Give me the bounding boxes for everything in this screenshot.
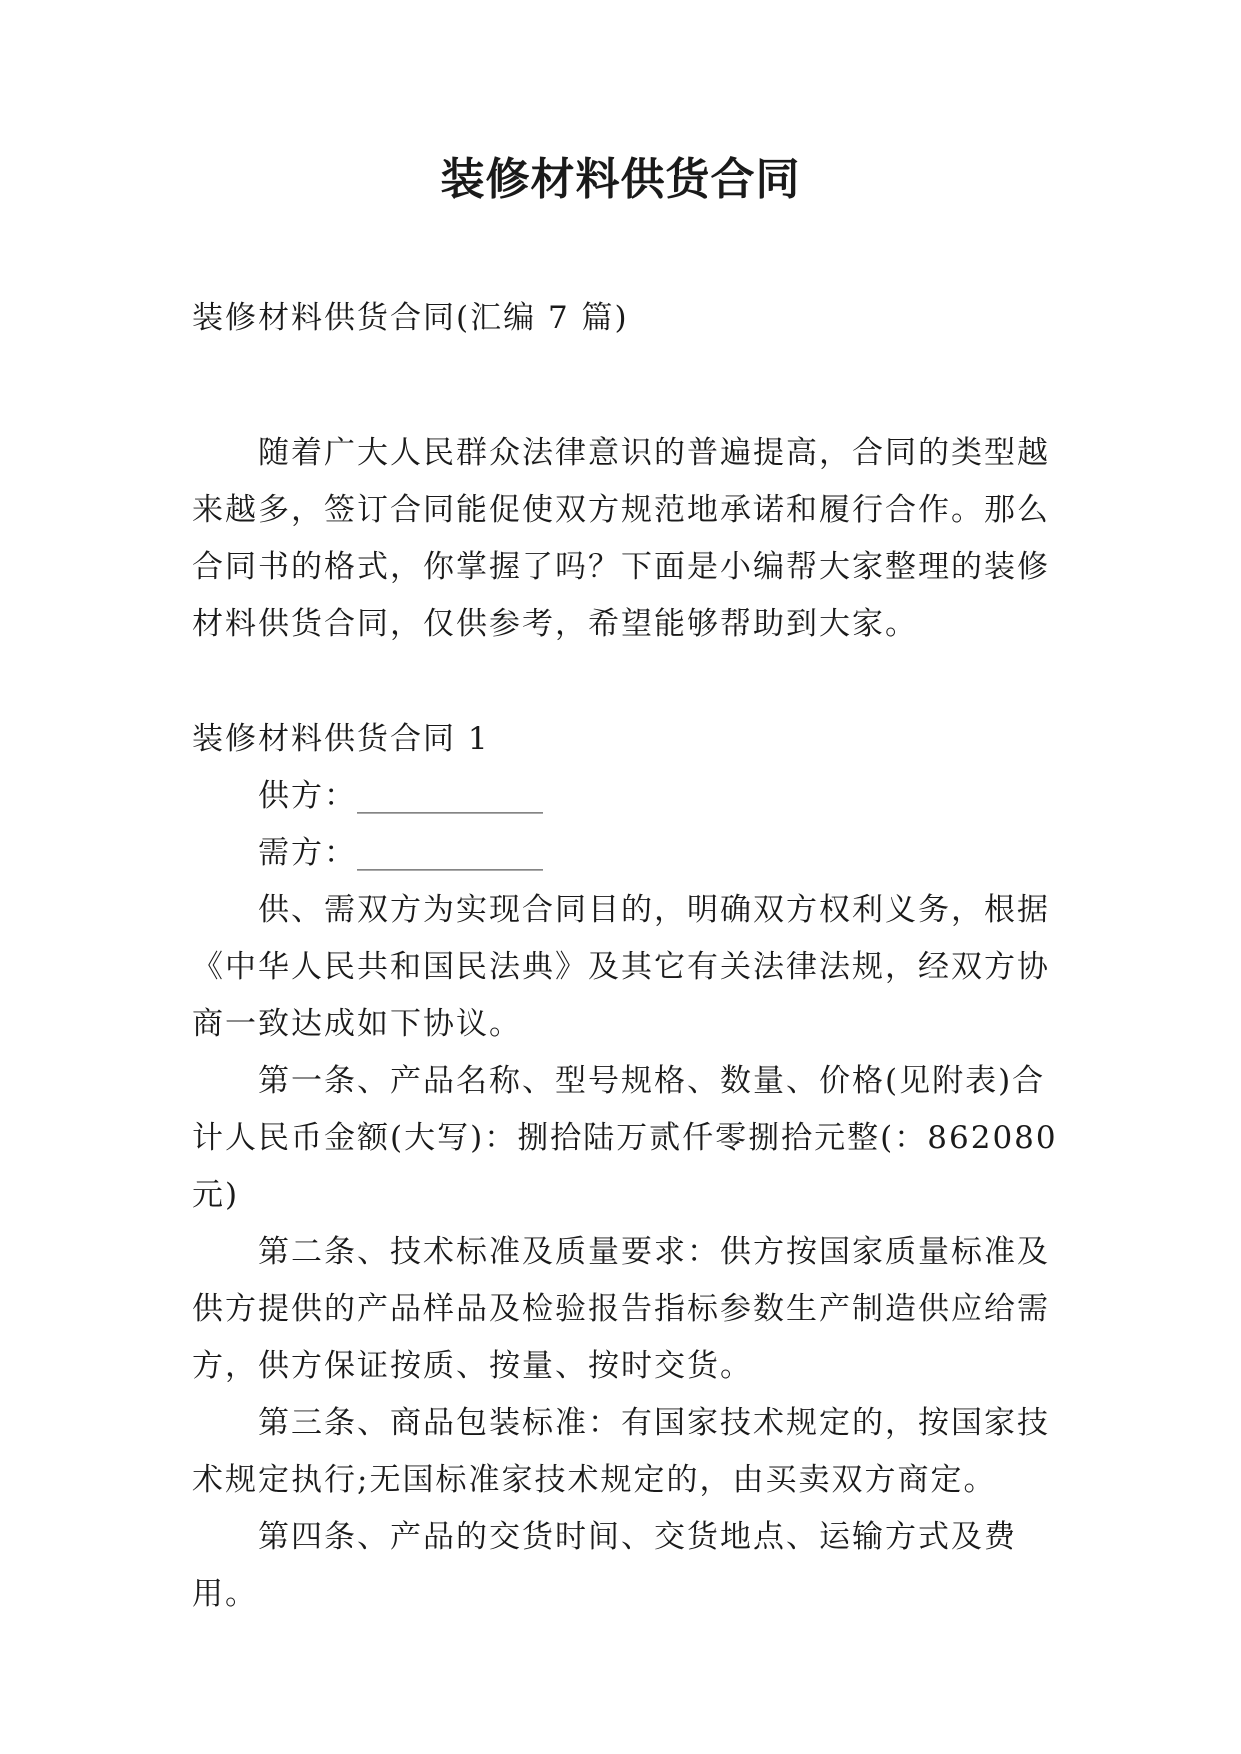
intro-paragraph: 随着广大人民群众法律意识的普遍提高，合同的类型越来越多，签订合同能促使双方规范地承诺和履行合作。那么合同书的格式，你掌握了吗？下面是小编帮大家整理的装修材料供货合同，仅供参考，希望能够帮助到大家。 xyxy=(192,435,1050,642)
buyer-label: 需方： xyxy=(258,835,357,871)
article-2-paragraph: 第二条、技术标准及质量要求：供方按国家质量标准及供方提供的产品样品及检验报告指标参数生产制造供应给需方，供方保证按质、按量、按时交货。 xyxy=(192,1234,1050,1384)
article-4-paragraph: 第四条、产品的交货时间、交货地点、运输方式及费用。 xyxy=(192,1519,1017,1612)
buyer-field xyxy=(192,825,1062,882)
agreement-paragraph: 供、需双方为实现合同目的，明确双方权利义务，根据《中华人民共和国民法典》及其它有关法律法规，经双方协商一致达成如下协议。 xyxy=(192,892,1050,1042)
article-3-paragraph: 第三条、商品包装标准：有国家技术规定的，按国家技术规定执行;无国标准家技术规定的，由买卖双方商定。 xyxy=(192,1405,1050,1498)
article-1-paragraph: 第一条、产品名称、型号规格、数量、价格(见附表)合计人民币金额(大写)：捌拾陆万贰仟零捌拾元整(：862080元) xyxy=(192,1063,1058,1213)
document-body xyxy=(192,290,1062,1623)
supplier-blank-line: ____________ xyxy=(357,778,543,814)
document-subtitle: 装修材料供货合同(汇编 7 篇) xyxy=(192,300,629,336)
spacer xyxy=(192,347,1062,425)
spacer xyxy=(192,653,1062,711)
document-title: 装修材料供货合同 xyxy=(440,154,801,205)
buyer-blank-line: ____________ xyxy=(357,835,543,871)
section-title: 装修材料供货合同 1 xyxy=(192,721,490,757)
supplier-field xyxy=(192,768,1062,825)
supplier-label: 供方： xyxy=(258,778,357,814)
